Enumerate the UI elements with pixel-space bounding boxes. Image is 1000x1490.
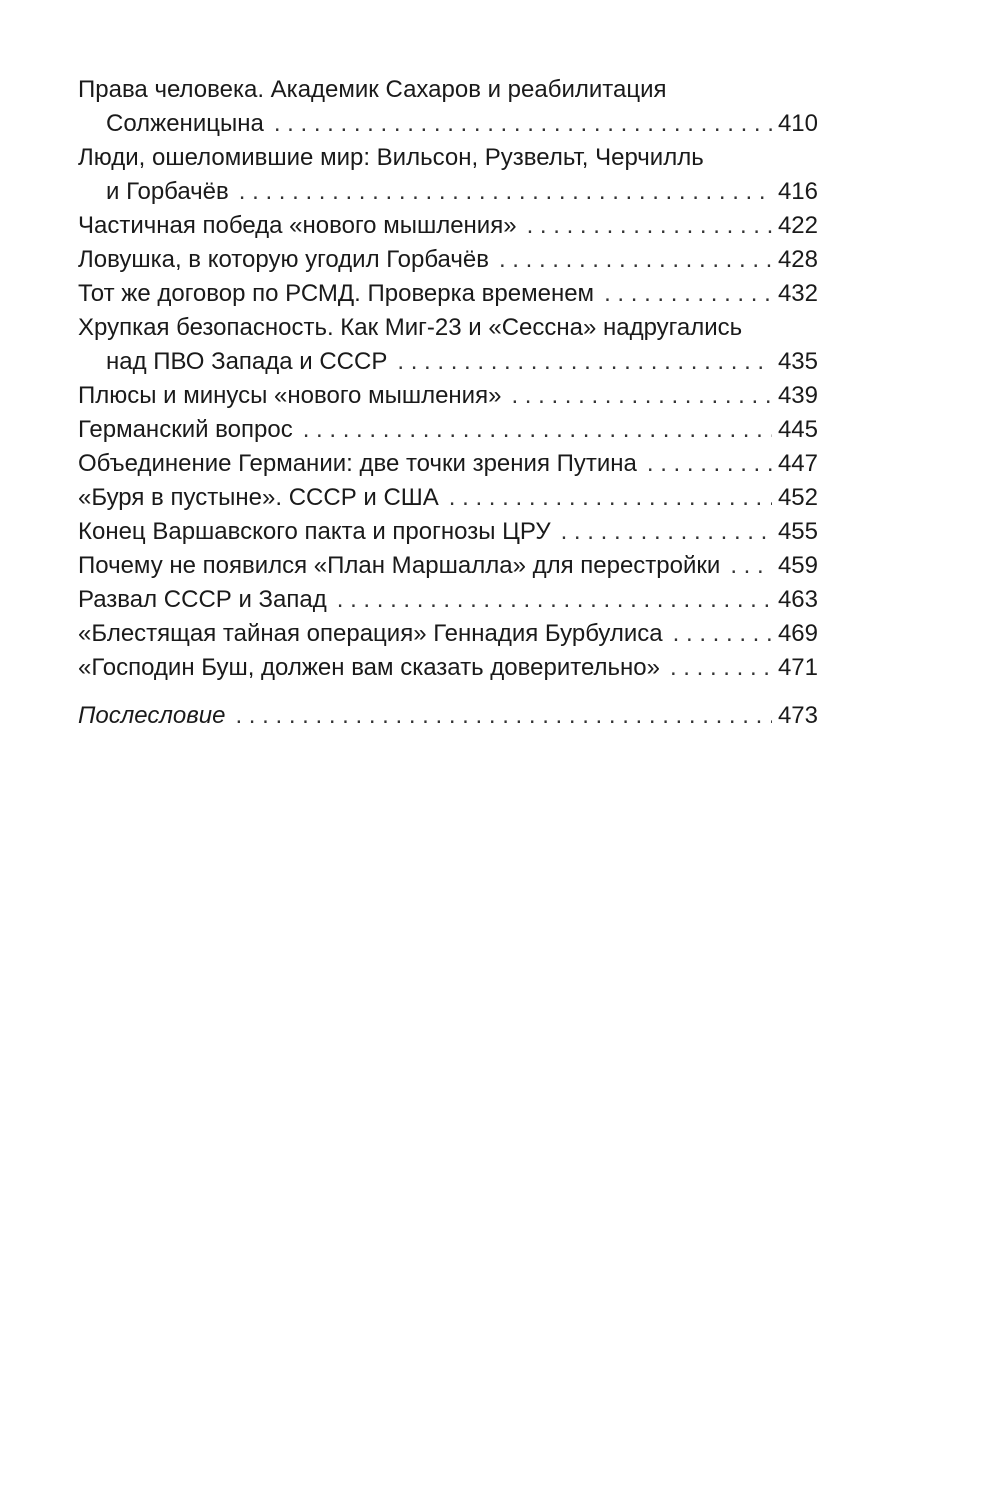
- toc-entry[interactable]: [78, 311, 818, 379]
- toc-page-number: 459: [777, 552, 818, 579]
- toc-entry-title: Германский вопрос: [78, 416, 293, 443]
- toc-entry-title: Тот же договор по РСМД. Проверка временем: [78, 280, 595, 307]
- toc-entry-title: «Блестящая тайная операция» Геннадия Бурбулиса: [78, 620, 663, 647]
- dot-leader: [511, 379, 772, 413]
- toc-page-number: 410: [777, 110, 818, 137]
- toc-entry-line: [78, 651, 818, 685]
- toc-entry-line: [78, 379, 818, 413]
- toc-page-number: 416: [777, 178, 818, 205]
- toc-entry-title: «Господин Буш, должен вам сказать доверительно»: [78, 654, 660, 681]
- toc-entry-line: [78, 549, 818, 583]
- dot-leader: [730, 549, 772, 583]
- toc-entry-title-line-2: над ПВО Запада и СССР: [106, 348, 388, 375]
- toc-entry[interactable]: [78, 481, 818, 515]
- toc-entry-line: [78, 447, 818, 481]
- dot-leader: [303, 413, 772, 447]
- toc-entry-title-line-1: Люди, ошеломившие мир: Вильсон, Рузвельт, Черчилль: [78, 144, 704, 171]
- dot-leader: [670, 651, 772, 685]
- dot-leader: [274, 107, 772, 141]
- toc-page-number: 447: [777, 450, 818, 477]
- toc-entry-title: «Буря в пустыне». СССР и США: [78, 484, 439, 511]
- dot-leader: [647, 447, 772, 481]
- toc-page-number: 473: [777, 702, 818, 729]
- toc-entry[interactable]: [78, 73, 818, 141]
- dot-leader: [604, 277, 772, 311]
- toc-page-number: 471: [777, 654, 818, 681]
- epilogue-title: Послесловие: [78, 702, 226, 729]
- toc-page-number: 463: [777, 586, 818, 613]
- toc-entry-title: Почему не появился «План Маршалла» для перестройки: [78, 552, 721, 579]
- toc-page-number: 435: [777, 348, 818, 375]
- toc-page-number: 452: [777, 484, 818, 511]
- toc-entry[interactable]: [78, 209, 818, 243]
- toc-entry[interactable]: [78, 141, 818, 209]
- toc-entry-title-line-1: Права человека. Академик Сахаров и реабилитация: [78, 76, 667, 103]
- toc-entry-title-line-1: Хрупкая безопасность. Как Миг-23 и «Сессна» надругались: [78, 314, 743, 341]
- toc-entry[interactable]: [78, 617, 818, 651]
- toc-entry[interactable]: [78, 277, 818, 311]
- toc-entry[interactable]: [78, 515, 818, 549]
- toc-entry-line: [78, 583, 818, 617]
- toc-entry-line: [78, 699, 818, 733]
- toc-page-number: 469: [777, 620, 818, 647]
- dot-leader: [235, 699, 771, 733]
- toc-entry-line: [78, 413, 818, 447]
- toc-entry-line: [78, 617, 818, 651]
- toc-entry-title-line-2: Солженицына: [106, 110, 264, 137]
- toc-entry-epilogue[interactable]: [78, 699, 818, 733]
- toc-entry[interactable]: [78, 447, 818, 481]
- toc-entry-title-line-2: и Горбачёв: [106, 178, 229, 205]
- toc-entry[interactable]: [78, 583, 818, 617]
- dot-leader: [397, 345, 772, 379]
- toc-page-number: 439: [777, 382, 818, 409]
- toc-entry[interactable]: [78, 651, 818, 685]
- toc-entry-title: Объединение Германии: две точки зрения Путина: [78, 450, 637, 477]
- dot-leader: [499, 243, 772, 277]
- toc-page-number: 432: [777, 280, 818, 307]
- dot-leader: [561, 515, 772, 549]
- toc-page-number: 455: [777, 518, 818, 545]
- dot-leader: [337, 583, 772, 617]
- toc-entry-title: Плюсы и минусы «нового мышления»: [78, 382, 502, 409]
- dot-leader: [527, 209, 772, 243]
- toc-entry-last-line: [78, 175, 818, 209]
- toc-entry-last-line: [78, 107, 818, 141]
- toc-entry-last-line: [78, 345, 818, 379]
- toc-entry-line: [78, 277, 818, 311]
- toc-entry[interactable]: [78, 379, 818, 413]
- toc-entry-title: Конец Варшавского пакта и прогнозы ЦРУ: [78, 518, 551, 545]
- toc-entry[interactable]: [78, 413, 818, 447]
- toc-entry[interactable]: [78, 549, 818, 583]
- toc-entry-title: Ловушка, в которую угодил Горбачёв: [78, 246, 489, 273]
- toc-entry-line: [78, 209, 818, 243]
- table-of-contents: [78, 73, 818, 733]
- toc-entry-title: Частичная победа «нового мышления»: [78, 212, 517, 239]
- toc-entry-title: Развал СССР и Запад: [78, 586, 327, 613]
- dot-leader: [673, 617, 772, 651]
- toc-page-number: 428: [777, 246, 818, 273]
- toc-entry-line: [78, 515, 818, 549]
- dot-leader: [239, 175, 772, 209]
- dot-leader: [449, 481, 772, 515]
- toc-entry[interactable]: [78, 243, 818, 277]
- toc-page-number: 422: [777, 212, 818, 239]
- toc-entry-line: [78, 481, 818, 515]
- toc-page-number: 445: [777, 416, 818, 443]
- toc-entry-line: [78, 243, 818, 277]
